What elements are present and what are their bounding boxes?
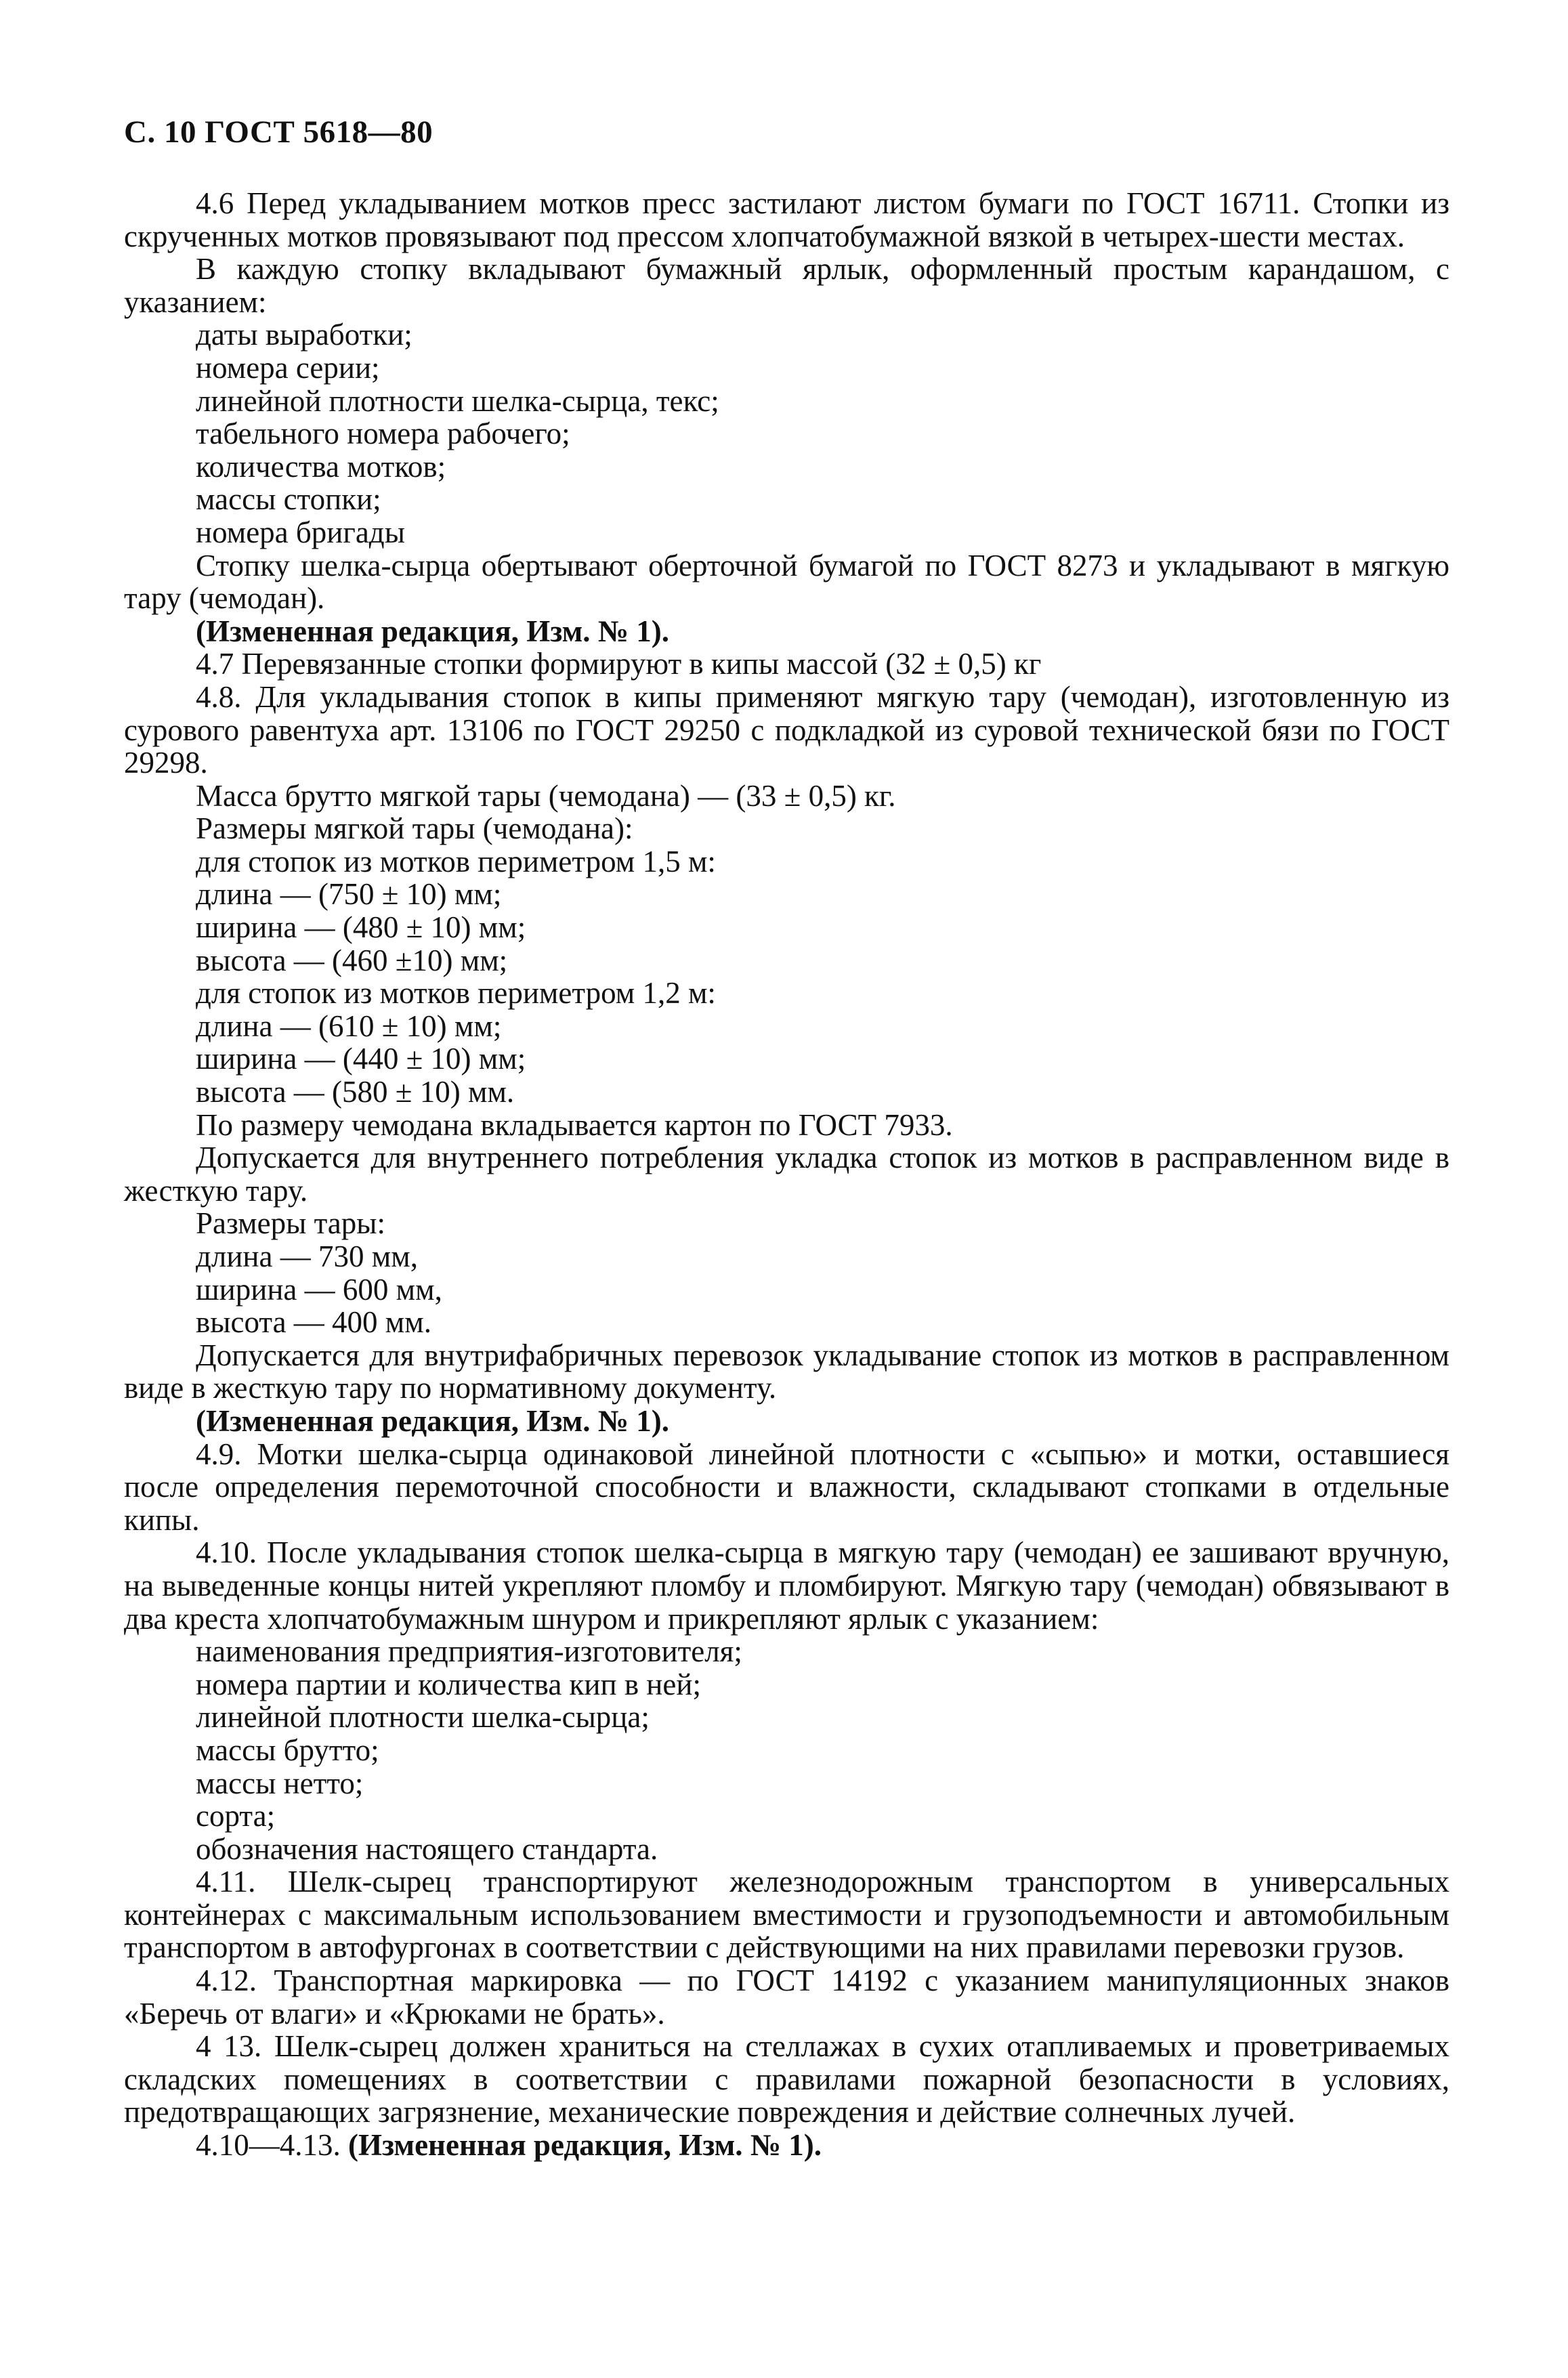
- amendment-note: (Измененная редакция, Изм. № 1).: [196, 1403, 670, 1438]
- paragraph: 4 13. Шелк-сырец должен храниться на стеллажах в сухих отапливаемых и проветриваемых складских помещениях в соответствии с правилами пожарной безопасности в условиях, предотвращающих загрязнение, механические повреждения и действие солнечных лучей.: [124, 2029, 1449, 2129]
- list-item: номера партии и количества кип в ней;: [196, 1667, 701, 1701]
- list-item: длина — (610 ± 10) мм;: [196, 1008, 502, 1043]
- list-item: номера серии;: [196, 350, 380, 385]
- paragraph: 4.9. Мотки шелка-сырца одинаковой линейной плотности с «сыпью» и мотки, оставшиеся после определения перемоточной способности и влажности, складывают стопками в отдельные кипы.: [124, 1437, 1449, 1537]
- paragraph: 4.6 Перед укладыванием мотков пресс застилают листом бумаги по ГОСТ 16711. Стопки из скрученных мотков провязывают под прессом хлопчатобумажной вязкой в четырех-шести местах.: [124, 186, 1449, 253]
- paragraph: Стопку шелка-сырца обертывают оберточной бумагой по ГОСТ 8273 и укладывают в мягкую тару (чемодан).: [124, 548, 1449, 616]
- list-item: По размеру чемодана вкладывается картон по ГОСТ 7933.: [196, 1107, 953, 1142]
- amendment-note: (Измененная редакция, Изм. № 1).: [196, 614, 670, 648]
- list-item: количества мотков;: [196, 449, 446, 484]
- list-item: сорта;: [196, 1799, 276, 1833]
- list-item: массы брутто;: [196, 1733, 379, 1767]
- list-item: Размеры тары:: [196, 1206, 385, 1241]
- list-item: высота — 400 мм.: [196, 1305, 432, 1340]
- list-item: для стопок из мотков периметром 1,2 м:: [196, 976, 716, 1011]
- list-item: высота — (580 ± 10) мм.: [196, 1075, 515, 1109]
- list-item: ширина — (440 ± 10) мм;: [196, 1042, 526, 1076]
- paragraph: Допускается для внутреннего потребления укладка стопок из мотков в расправленном виде в жесткую тару.: [124, 1141, 1449, 1208]
- list-item: даты выработки;: [196, 318, 412, 352]
- paragraph: В каждую стопку вкладывают бумажный ярлык, оформленный простым карандашом, с указанием:: [124, 252, 1449, 319]
- paragraph: 4.7 Перевязанные стопки формируют в кипы массой (32 ± 0,5) кг: [196, 647, 1042, 681]
- paragraph: 4.8. Для укладывания стопок в кипы применяют мягкую тару (чемодан), изготовленную из сурового равентуха арт. 13106 по ГОСТ 29250 с подкладкой из суровой технической бязи по ГОСТ 29298.: [124, 679, 1449, 780]
- paragraph: 4.12. Транспортная маркировка — по ГОСТ 14192 с указанием манипуляционных знаков «Беречь от влаги» и «Крюками не брать».: [124, 1963, 1449, 2031]
- amendment-note: [124, 2129, 1449, 2162]
- list-item: массы нетто;: [196, 1766, 364, 1800]
- list-item: наименования предприятия-изготовителя;: [196, 1634, 742, 1669]
- list-item: ширина — 600 мм,: [196, 1272, 442, 1307]
- clause-range: 4.10—4.13.: [196, 2128, 341, 2163]
- list-item: Масса брутто мягкой тары (чемодана) — (33 ± 0,5) кг.: [196, 778, 896, 813]
- list-item: массы стопки;: [196, 482, 381, 517]
- document-body: [124, 187, 1449, 2162]
- page-header: С. 10 ГОСТ 5618—80: [124, 114, 433, 150]
- list-item: табельного номера рабочего;: [196, 417, 570, 451]
- list-item: высота — (460 ±10) мм;: [196, 943, 508, 977]
- list-item: длина — 730 мм,: [196, 1239, 418, 1273]
- paragraph: 4.11. Шелк-сырец транспортируют железнодорожным транспортом в универсальных контейнерах с максимальным использованием вместимости и грузоподъемности и автомобильным транспортом в автофургонах в соответствии с действующими на них правилами перевозки грузов.: [124, 1865, 1449, 1965]
- paragraph: 4.10. После укладывания стопок шелка-сырца в мягкую тару (чемодан) ее зашивают вручную, на выведенные концы нитей укрепляют пломбу и пломбируют. Мягкую тару (чемодан) обвязывают в два креста хлопчатобумажным шнуром и прикрепляют ярлык с указанием:: [124, 1535, 1449, 1636]
- list-item: для стопок из мотков периметром 1,5 м:: [196, 844, 716, 878]
- list-item: ширина — (480 ± 10) мм;: [196, 910, 526, 945]
- list-item: Размеры мягкой тары (чемодана):: [196, 811, 633, 846]
- list-item: длина — (750 ± 10) мм;: [196, 877, 502, 912]
- list-item: линейной плотности шелка-сырца;: [196, 1700, 650, 1735]
- list-item: линейной плотности шелка-сырца, текс;: [196, 383, 719, 418]
- list-item: обозначения настоящего стандарта.: [196, 1831, 658, 1866]
- list-item: номера бригады: [196, 515, 405, 549]
- amendment-text: (Измененная редакция, Изм. № 1).: [348, 2128, 822, 2163]
- paragraph: Допускается для внутрифабричных перевозок укладывание стопок из мотков в расправленном виде в жесткую тару по нормативному документу.: [124, 1338, 1449, 1405]
